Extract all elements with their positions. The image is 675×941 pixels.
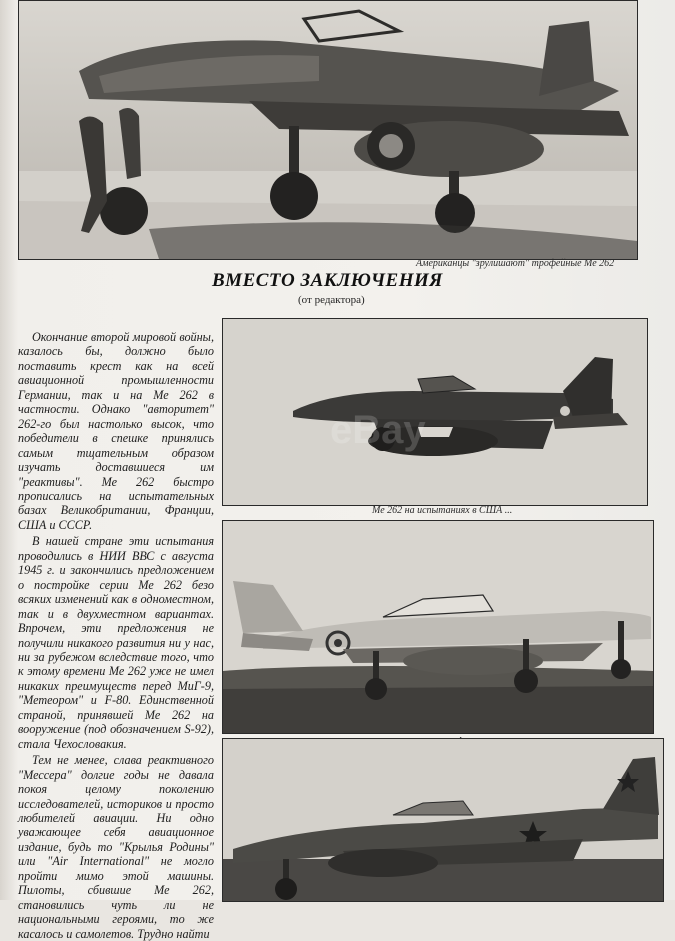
article-body <box>18 330 214 941</box>
paragraph: Тем не менее, слава реактивного "Мессера" долгие годы не давала покоя целому поколению исследователей, историков и просто любителей авиации. Ни одно уважающее себя авиационное издание, будь то "Крылья Родины" или "Air International" не могло пройти мимо этой машины. Пилоты, сбившие Ме 262, становились чуть ли не национальными героями, то же касалось и самолетов. Трудно найти <box>18 753 214 941</box>
section-title: ВМЕСТО ЗАКЛЮЧЕНИЯ <box>212 270 443 291</box>
photo-usa-image <box>223 319 647 505</box>
photo-me262-soviet <box>222 738 664 902</box>
photo-uk-image <box>223 521 653 733</box>
caption-top-photo: Американцы "зрулишают" трофейные Ме 262 <box>416 258 615 269</box>
photo-me262-usa <box>222 318 648 506</box>
photo-top-image <box>19 1 637 259</box>
photo-su-image <box>223 739 663 901</box>
paragraph: Окончание второй мировой войны, казалось бы, должно было поставить крест как на всей авиационной промышленности Германии, так и на Ме 262 в частности. Однако "авторитет" 262-го был настолько высок, что победители в спешке принялись самым тщательным образом изучать доставшиеся им "реактивы". Ме 262 быстро прописались на испытательных базах Великобритании, Франции, США и СССР. <box>18 330 214 532</box>
section-subtitle: (от редактора) <box>298 294 365 306</box>
watermark: eBay <box>330 408 426 452</box>
caption-usa-photo: Ме 262 на испытаниях в США ... <box>372 505 513 516</box>
photo-me262-uk <box>222 520 654 734</box>
photo-captured-me262-ground <box>18 0 638 260</box>
paragraph: В нашей стране эти испытания проводились в НИИ ВВС с августа 1945 г. и закончились предложением о постройке серии Ме 262 безо всяких изменений как в одноместном, так и в двухместном вариантах. Впрочем, эти предложения не получили никакого развития ни у нас, ни за рубежом вследствие того, что к этому времени Ме 262 уже не имел никаких преимуществ перед МиГ-9, "Метеором" и F-80. Единственной страной, принявшей Ме 262 на вооружение (под обозначением S-92), стала Чехословакия. <box>18 534 214 751</box>
